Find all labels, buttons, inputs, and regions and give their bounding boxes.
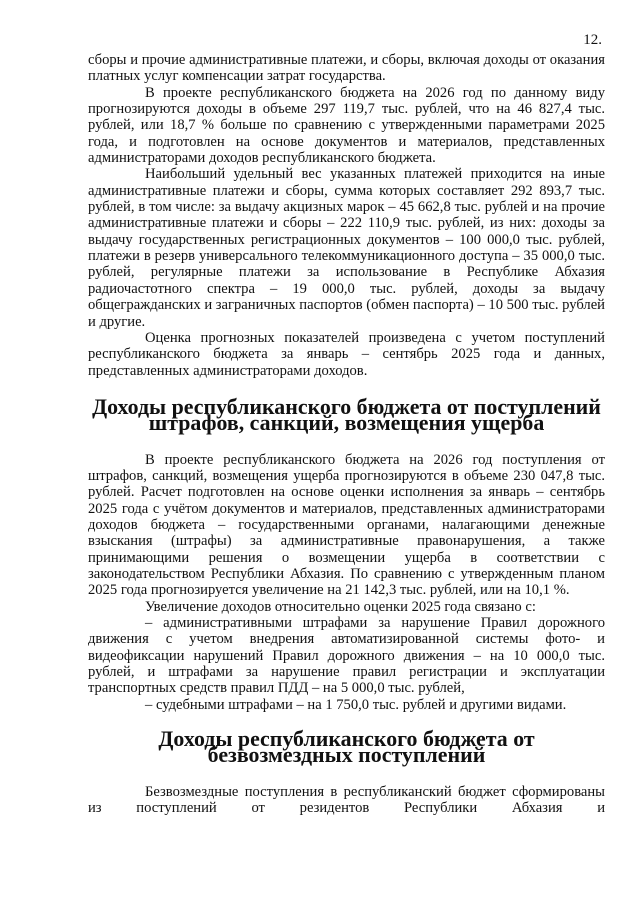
page-body: [88, 52, 605, 816]
paragraph: Безвозмездные поступления в республиканский бюджет сформированы из поступлений от резидентов Республики Абхазия и: [88, 783, 605, 817]
paragraph: В проекте республиканского бюджета на 2026 год поступления от штрафов, санкций, возмещения ущерба прогнозируются в объеме 230 047,8 тыс. рублей. Расчет подготовлен на основе оценки исполнения за январь – сентябрь 2025 года с учётом документов и материалов, представленных администраторами доходов бюджета – государственными органами, налагающими денежные взыскания (штрафы) за административные правонарушения, а также принимающими решения о возмещении ущерба в соответствии с законодательством Республики Абхазия. По сравнению с утвержденным планом 2025 года прогнозируется увеличение на 21 142,3 тыс. рублей, или на 10,1 %.: [88, 451, 605, 599]
paragraph: сборы и прочие административные платежи, и сборы, включая доходы от оказания платных услуг компенсации затрат государства.: [88, 52, 605, 85]
section-heading: Доходы республиканского бюджета от поступлений штрафов, санкций, возмещения ущерба: [92, 393, 601, 436]
paragraph: Оценка прогнозных показателей произведена с учетом поступлений республиканского бюджета за январь – сентябрь 2025 года и данных, представленных администраторами доходов.: [88, 329, 605, 379]
paragraph: Наибольший удельный вес указанных платежей приходится на иные административные платежи и сборы, сумма которых составляет 292 893,7 тыс. рублей, в том числе: за выдачу акцизных марок – 45 662,8 тыс. рублей и на прочие административные платежи и сборы – 222 110,9 тыс. рублей, из них: доходы за выдачу государственных регистрационных документов – 100 000,0 тыс. рублей, платежи в резерв универсального телекоммуникационного доступа – 35 000,0 тыс. рублей, регулярные платежи за использование в Республике Абхазия радиочастотного спектра – 19 000,0 тыс. рублей, доходы за выдачу общегражданских и заграничных паспортов (обмен паспорта) – 10 500 тыс. рублей и другие.: [88, 166, 605, 330]
paragraph: В проекте республиканского бюджета на 2026 год по данному виду прогнозируются доходы в объеме 297 119,7 тыс. рублей, что на 46 827,4 тыс. рублей, или 18,7 % больше по сравнению с утвержденными параметрами 2025 года, и подготовлен на основе документов и материалов, представленных администраторами доходов республиканского бюджета.: [88, 84, 605, 167]
list-item: – судебными штрафами – на 1 750,0 тыс. рублей и другими видами.: [145, 696, 567, 713]
list-item: – административными штрафами за нарушение Правил дорожного движения с учетом внедрения автоматизированной системы фото- и видеофиксации нарушений Правил дорожного движения – на 10 000,0 тыс. рублей, и штрафами за нарушение правил регистрации и эксплуатации транспортных средств правил ПДД – на 5 000,0 тыс. рублей,: [88, 615, 605, 697]
paragraph: Увеличение доходов относительно оценки 2025 года связано с:: [145, 598, 536, 615]
page-number: 12.: [583, 32, 602, 48]
section-heading: Доходы республиканского бюджета от безвозмездных поступлений: [158, 726, 535, 768]
